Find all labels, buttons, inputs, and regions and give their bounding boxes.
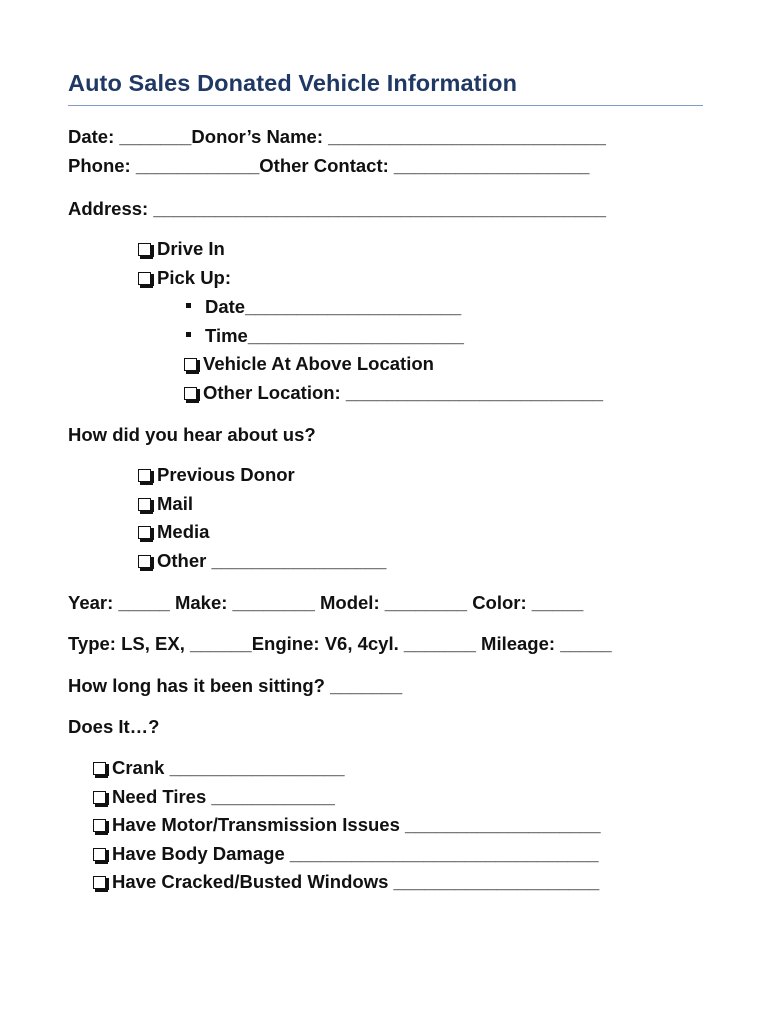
pick-up-option[interactable] xyxy=(138,267,231,289)
checkbox-icon[interactable] xyxy=(184,358,197,371)
other-location-label: Other Location: _________________________ xyxy=(203,382,604,403)
address-field[interactable]: Address: ____________________________________________ xyxy=(68,198,607,219)
checkbox-icon[interactable] xyxy=(93,848,106,861)
checkbox-icon[interactable] xyxy=(138,469,151,482)
year-make-model-color-field[interactable]: Year: _____ Make: ________ Model: ________ Color: _____ xyxy=(68,592,584,613)
hear-about-heading: How did you hear about us? xyxy=(68,424,316,445)
bullet-icon xyxy=(186,332,191,337)
checkbox-icon[interactable] xyxy=(138,555,151,568)
pick-up-label: Pick Up: xyxy=(157,267,232,288)
sitting-duration-field[interactable]: How long has it been sitting? _______ xyxy=(68,675,403,696)
mail-label: Mail xyxy=(157,493,193,514)
type-engine-mileage-field[interactable]: Type: LS, EX, ______Engine: V6, 4cyl. _______ Mileage: _____ xyxy=(68,633,612,654)
cracked-windows-label: Have Cracked/Busted Windows ____________________ xyxy=(112,871,600,892)
crank-option[interactable] xyxy=(93,757,345,779)
drive-in-option[interactable] xyxy=(138,238,225,260)
checkbox-icon[interactable] xyxy=(93,791,106,804)
checkbox-icon[interactable] xyxy=(93,762,106,775)
drive-in-label: Drive In xyxy=(157,238,225,259)
checkbox-icon[interactable] xyxy=(138,272,151,285)
other-source-label: Other _________________ xyxy=(157,550,387,571)
phone-other-contact-field[interactable]: Phone: ____________Other Contact: ___________________ xyxy=(68,155,590,176)
pickup-time-field[interactable] xyxy=(186,325,464,347)
pickup-date-label: Date_____________________ xyxy=(205,296,462,317)
cracked-windows-option[interactable] xyxy=(93,871,599,893)
does-it-heading: Does It…? xyxy=(68,716,160,737)
motor-issues-option[interactable] xyxy=(93,814,601,836)
body-damage-option[interactable] xyxy=(93,843,599,865)
page-title: Auto Sales Donated Vehicle Information xyxy=(68,70,518,96)
need-tires-option[interactable] xyxy=(93,786,335,808)
pickup-date-field[interactable] xyxy=(186,296,461,318)
vehicle-location-option[interactable] xyxy=(184,353,434,375)
checkbox-icon[interactable] xyxy=(93,876,106,889)
other-location-option[interactable] xyxy=(184,382,603,404)
body-damage-label: Have Body Damage ______________________________ xyxy=(112,843,599,864)
crank-label: Crank _________________ xyxy=(112,757,345,778)
bullet-icon xyxy=(186,303,191,308)
previous-donor-option[interactable] xyxy=(138,464,295,486)
pickup-time-label: Time_____________________ xyxy=(205,325,464,346)
vehicle-location-label: Vehicle At Above Location xyxy=(203,353,434,374)
mail-option[interactable] xyxy=(138,493,193,515)
need-tires-label: Need Tires ____________ xyxy=(112,786,335,807)
checkbox-icon[interactable] xyxy=(138,526,151,539)
checkbox-icon[interactable] xyxy=(184,387,197,400)
checkbox-icon[interactable] xyxy=(93,819,106,832)
checkbox-icon[interactable] xyxy=(138,243,151,256)
motor-issues-label: Have Motor/Transmission Issues ___________________ xyxy=(112,814,601,835)
previous-donor-label: Previous Donor xyxy=(157,464,295,485)
title-divider xyxy=(68,105,703,106)
date-donor-field[interactable]: Date: _______Donor’s Name: ___________________________ xyxy=(68,126,606,147)
other-source-option[interactable] xyxy=(138,550,386,572)
media-label: Media xyxy=(157,521,210,542)
media-option[interactable] xyxy=(138,521,209,543)
checkbox-icon[interactable] xyxy=(138,498,151,511)
